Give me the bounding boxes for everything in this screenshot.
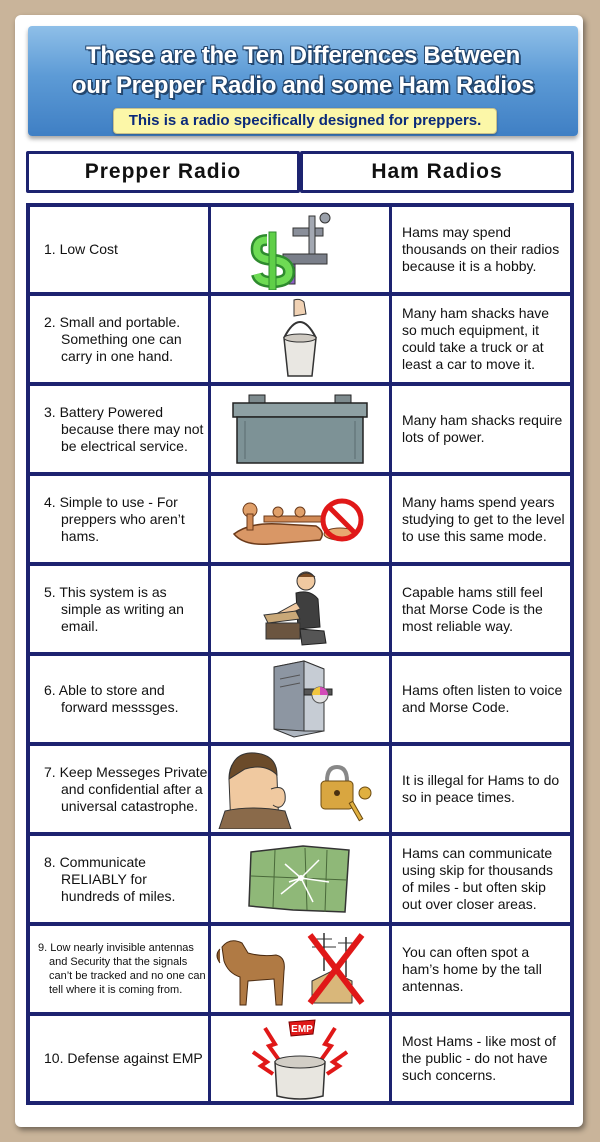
bucket-hand-icon xyxy=(270,298,330,380)
person-typing-icon xyxy=(260,569,340,649)
row-10-picture xyxy=(211,1016,389,1101)
morse-key-prohibited-icon xyxy=(230,484,370,554)
subtitle-badge: This is a radio specifically designed for preppers. xyxy=(113,108,497,134)
row-2-ham: Many ham shacks have so much equipment, it could take a truck or at least a car to move it. xyxy=(392,296,570,382)
row-2-picture xyxy=(211,296,389,382)
row-5-ham: Capable hams still feel that Morse Code is the most reliable way. xyxy=(392,566,570,652)
emp-can-icon xyxy=(245,1018,355,1100)
battery-icon xyxy=(225,391,375,467)
title-line-2: our Prepper Radio and some Ham Radios xyxy=(71,72,535,99)
row-3-ham: Many ham shacks require lots of power. xyxy=(392,386,570,472)
row-1-ham: Hams may spend thousands on their radios because it is a hobby. xyxy=(392,207,570,292)
row-1-feature-text: 1. Low Cost xyxy=(44,241,118,257)
row-6-feature xyxy=(30,656,208,742)
row-1-feature xyxy=(30,207,208,292)
row-4-ham: Many hams spend years studying to get to the level to use this same mode. xyxy=(392,476,570,562)
row-6-ham: Hams often listen to voice and Morse Code. xyxy=(392,656,570,742)
row-10-ham: Most Hams - like most of the public - do not have such concerns. xyxy=(392,1016,570,1101)
row-3-feature-text: 3. Battery Powered because there may not be electrical service. xyxy=(44,403,204,454)
title-line-1: These are the Ten Differences Between xyxy=(86,42,520,69)
row-9-ham: You can often spot a ham’s home by the tall antennas. xyxy=(392,926,570,1012)
row-7-feature-text: 7. Keep Messeges Private and confidential after a universal catastrophe. xyxy=(44,763,208,814)
map-network-icon xyxy=(245,842,355,916)
row-3-feature xyxy=(30,386,208,472)
row-4-feature-text: 4. Simple to use - For preppers who aren’t hams. xyxy=(44,493,185,544)
row-2-feature-text: 2. Small and portable. Something one can carry in one hand. xyxy=(44,313,182,364)
money-clamp-icon xyxy=(245,210,355,290)
row-7-picture xyxy=(211,746,389,832)
row-8-feature-text: 8. Communicate RELIABLY for hundreds of miles. xyxy=(44,853,176,904)
row-5-picture xyxy=(211,566,389,652)
row-8-picture xyxy=(211,836,389,922)
row-7-feature xyxy=(30,746,208,832)
row-4-picture xyxy=(211,476,389,562)
row-8-feature xyxy=(30,836,208,922)
row-5-feature-text: 5. This system is as simple as writing an email. xyxy=(44,583,184,634)
row-2-feature xyxy=(30,296,208,382)
row-6-feature-text: 6. Able to store and forward messsges. xyxy=(44,682,179,715)
row-10-feature-text: 10. Defense against EMP xyxy=(44,1050,203,1066)
row-3-picture xyxy=(211,386,389,472)
eavesdropper-padlock-icon xyxy=(215,749,385,829)
header-prepper-radio: Prepper Radio xyxy=(26,151,300,193)
header-ham-radios: Ham Radios xyxy=(300,151,574,193)
row-9-feature-text: 9. Low nearly invisible antennas and Security that the signals can’t be tracked and no one can tell where it is coming from. xyxy=(38,942,206,996)
row-4-feature xyxy=(30,476,208,562)
row-7-ham: It is illegal for Hams to do so in peace times. xyxy=(392,746,570,832)
row-1-picture xyxy=(211,207,389,292)
row-6-picture xyxy=(211,656,389,742)
emp-label: EMP xyxy=(291,1023,313,1035)
computer-tower-icon xyxy=(260,659,340,739)
row-5-feature xyxy=(30,566,208,652)
row-9-feature xyxy=(30,926,208,1012)
row-10-feature xyxy=(30,1016,208,1101)
comparison-table xyxy=(26,203,574,1105)
dog-antenna-prohibited-icon xyxy=(212,927,388,1011)
row-9-picture xyxy=(211,926,389,1012)
row-8-ham: Hams can communicate using skip for thousands of miles - but often skip out over closer areas. xyxy=(392,836,570,922)
